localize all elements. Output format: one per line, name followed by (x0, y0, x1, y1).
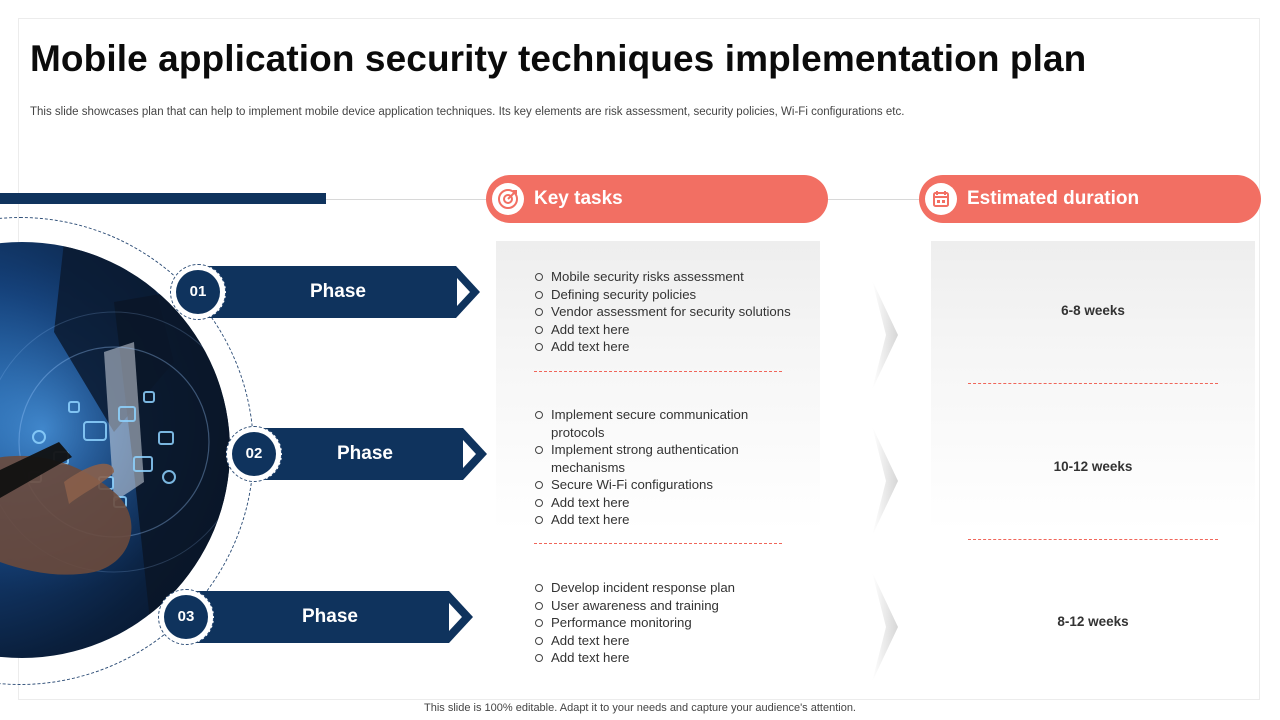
target-icon (492, 183, 524, 215)
footer-note: This slide is 100% editable. Adapt it to your needs and capture your audience's attention. (424, 702, 856, 714)
chevron-right-icon (870, 426, 900, 536)
list-item: Add text here (534, 321, 804, 339)
task-list-phase-1 (534, 268, 804, 356)
phase-label: Phase (337, 443, 393, 464)
arrow-triangle-icon (449, 603, 462, 631)
task-separator (534, 543, 782, 544)
duration-panel (931, 241, 1255, 531)
key-tasks-label: Key tasks (534, 188, 623, 209)
arrow-triangle-icon (457, 278, 470, 306)
page-title: Mobile application security techniques implementation plan (30, 38, 1087, 79)
list-item: User awareness and training (534, 597, 804, 615)
estimated-duration-label: Estimated duration (967, 188, 1140, 209)
phase-label: Phase (302, 606, 358, 627)
estimated-duration-header (919, 175, 1261, 223)
duration-separator (968, 539, 1218, 540)
list-item: Mobile security risks assessment (534, 268, 804, 286)
duration-separator (968, 383, 1218, 384)
task-separator (534, 371, 782, 372)
list-item: Add text here (534, 649, 804, 667)
chevron-right-icon (870, 572, 900, 682)
phase-number: 01 (176, 270, 220, 314)
list-item: Secure Wi-Fi configurations (534, 476, 804, 494)
list-item: Develop incident response plan (534, 579, 804, 597)
phase-label: Phase (310, 281, 366, 302)
list-item: Defining security policies (534, 286, 804, 304)
phase-banner-1 (198, 266, 480, 318)
phase-number: 03 (164, 595, 208, 639)
list-item: Add text here (534, 338, 804, 356)
key-tasks-header (486, 175, 828, 223)
list-item: Implement strong authentication mechanisms (534, 441, 769, 476)
list-item: Add text here (534, 511, 804, 529)
accent-bar (0, 193, 326, 204)
phase-number-badge-1 (170, 264, 226, 320)
phase-number-badge-2 (226, 426, 282, 482)
phase-banner-3 (187, 591, 473, 643)
list-item: Implement secure communication protocols (534, 406, 769, 441)
list-item: Performance monitoring (534, 614, 804, 632)
calendar-icon (925, 183, 957, 215)
task-list-phase-3 (534, 579, 804, 667)
list-item: Add text here (534, 494, 804, 512)
duration-phase-1: 6-8 weeks (1061, 303, 1125, 318)
arrow-triangle-icon (463, 440, 476, 468)
phase-number: 02 (232, 432, 276, 476)
phase-number-badge-3 (158, 589, 214, 645)
task-list-phase-2 (534, 406, 804, 529)
list-item: Add text here (534, 632, 804, 650)
duration-phase-2: 10-12 weeks (1053, 459, 1133, 474)
page-subtitle: This slide showcases plan that can help to implement mobile device application techniques. Its key elements are risk assessment, security policies, Wi-Fi configurations etc. (30, 106, 905, 118)
list-item: Vendor assessment for security solutions (534, 303, 804, 321)
duration-phase-3: 8-12 weeks (1057, 614, 1129, 629)
chevron-right-icon (870, 280, 900, 390)
phase-banner-2 (255, 428, 487, 480)
